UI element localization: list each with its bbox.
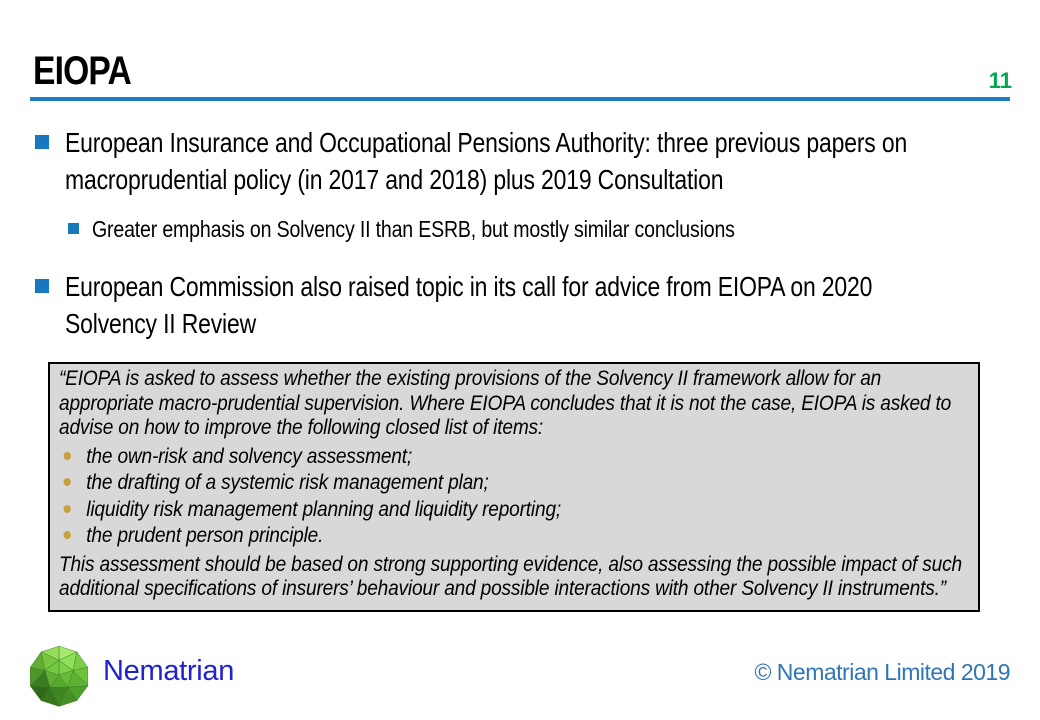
bullet-square-icon	[68, 223, 79, 234]
copyright-text: © Nematrian Limited 2019	[754, 659, 1010, 685]
nematrian-logo-icon	[27, 643, 91, 707]
quote-list-item	[59, 444, 969, 471]
bullet-item	[35, 268, 1005, 342]
quote-item-text: liquidity risk management planning and liquidity reporting;	[86, 497, 562, 521]
quote-list-item	[59, 523, 969, 550]
bullet-dot-icon	[64, 531, 71, 539]
page-title: EIOPA	[33, 49, 131, 93]
quote-intro: “EIOPA is asked to assess whether the existing provisions of the Solvency II framework allow for an appropriate macro-prudential supervision. Where EIOPA concludes that it is not the case, EIOPA is asked to advise on how to improve the following closed list of items:	[59, 367, 952, 439]
quote-item-text: the own-risk and solvency assessment;	[86, 444, 413, 468]
title-divider	[30, 97, 1010, 101]
bullet-item	[35, 124, 1005, 198]
quote-box-content	[59, 367, 969, 602]
quote-list-item	[59, 470, 969, 497]
bullet-square-icon	[35, 135, 49, 149]
quote-item-text: the prudent person principle.	[86, 524, 324, 547]
bullet-dot-icon	[64, 452, 71, 460]
bullet-text: European Insurance and Occupational Pensions Authority: three previous papers on macroprudential policy (in 2017 and 2018) plus 2019 Consultation	[65, 127, 908, 195]
quote-outro: This assessment should be based on strong supporting evidence, also assessing the possible impact of such additional specifications of insurers’ behaviour and possible interactions with other Solvency II instruments.”	[59, 552, 962, 600]
bullet-square-icon	[35, 279, 49, 293]
quote-item-text: the drafting of a systemic risk management plan;	[86, 471, 489, 494]
page-number: 11	[988, 68, 1012, 93]
quote-list	[59, 444, 969, 550]
sub-bullet-text: Greater emphasis on Solvency II than ESRB, but mostly similar conclusions	[92, 216, 735, 242]
bullet-dot-icon	[64, 478, 71, 486]
sub-bullet-item	[68, 213, 1008, 245]
bullet-text: European Commission also raised topic in its call for advice from EIOPA on 2020 Solvency II Review	[65, 271, 873, 339]
brand-name: Nematrian	[103, 655, 235, 687]
quote-list-item	[59, 497, 969, 524]
bullet-dot-icon	[64, 505, 71, 513]
quote-box	[48, 362, 980, 612]
